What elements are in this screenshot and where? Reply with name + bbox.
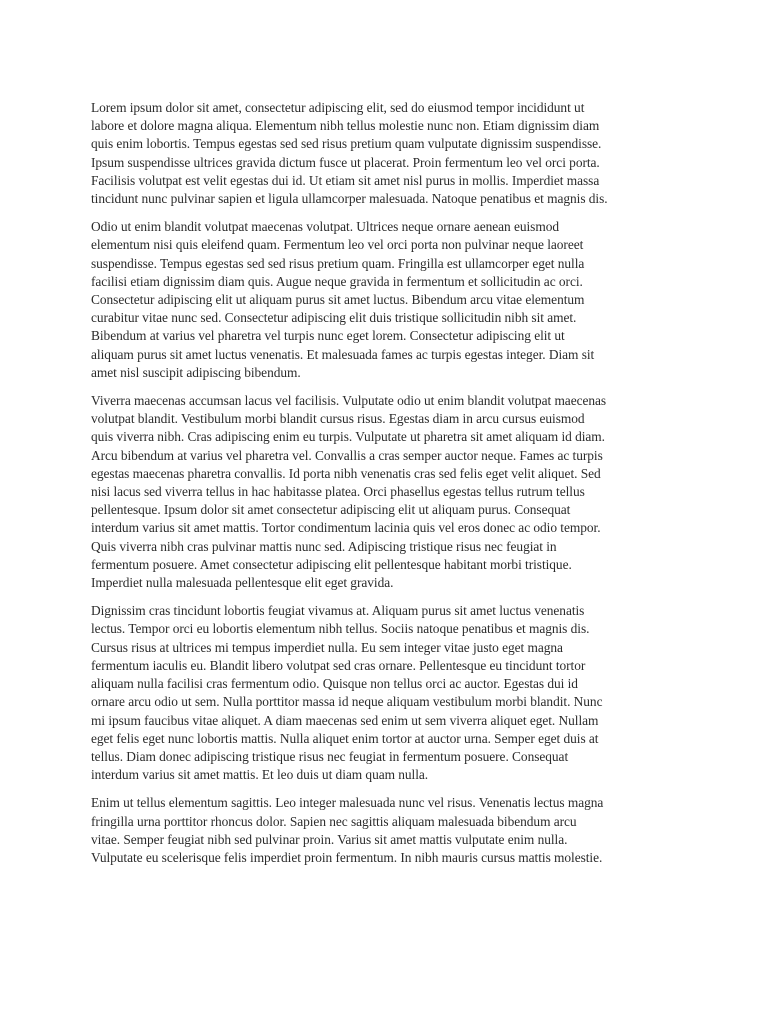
text-line: suspendisse. Tempus egestas sed sed risus pretium quam. Fringilla est ullamcorper eget nulla	[91, 255, 585, 271]
text-line: pellentesque. Ipsum dolor sit amet consectetur adipiscing elit ut aliquam purus. Consequat	[91, 502, 571, 518]
paragraph-1	[91, 99, 683, 208]
text-line: Imperdiet nulla malesuada pellentesque elit eget gravida.	[91, 575, 394, 591]
paragraph-2	[91, 218, 683, 382]
text-line: Enim ut tellus elementum sagittis. Leo integer malesuada nunc vel risus. Venenatis lectus magna	[91, 795, 604, 811]
text-line: Dignissim cras tincidunt lobortis feugiat vivamus at. Aliquam purus sit amet luctus venenatis	[91, 603, 585, 619]
text-line: interdum varius sit amet mattis. Tortor condimentum lacinia quis vel eros donec ac odio tempor.	[91, 520, 601, 536]
text-line: tincidunt nunc pulvinar sapien et ligula ullamcorper malesuada. Natoque penatibus et magnis dis.	[91, 191, 608, 207]
text-line: Facilisis volutpat est velit egestas dui id. Ut etiam sit amet nisl purus in mollis. Imperdiet massa	[91, 172, 600, 188]
text-line: Consectetur adipiscing elit ut aliquam purus sit amet luctus. Bibendum arcu vitae elementum	[91, 292, 585, 308]
text-line: quis viverra nibh. Cras adipiscing enim eu turpis. Vulputate ut pharetra sit amet aliquam id diam.	[91, 429, 605, 445]
text-line: aliquam purus sit amet luctus venenatis. Et malesuada fames ac turpis egestas integer. Diam sit	[91, 346, 595, 362]
text-line: volutpat blandit. Vestibulum morbi blandit cursus risus. Egestas diam in arcu cursus euismod	[91, 411, 585, 427]
text-line: curabitur vitae nunc sed. Consectetur adipiscing elit duis tristique sollicitudin nibh sit amet.	[91, 310, 577, 326]
text-line: mi ipsum faucibus vitae aliquet. A diam maecenas sed enim ut sem viverra aliquet eget. Nullam	[91, 712, 599, 728]
text-line: elementum nisi quis eleifend quam. Fermentum leo vel orci porta non pulvinar neque laoreet	[91, 237, 584, 253]
text-line: Odio ut enim blandit volutpat maecenas volutpat. Ultrices neque ornare aenean euismod	[91, 219, 559, 235]
text-line: fringilla urna porttitor rhoncus dolor. Sapien nec sagittis aliquam malesuada bibendum arcu	[91, 813, 577, 829]
text-line: lectus. Tempor orci eu lobortis elementum nibh tellus. Sociis natoque penatibus et magnis dis.	[91, 621, 590, 637]
text-line: nisi lacus sed viverra tellus in hac habitasse platea. Orci phasellus egestas tellus rutrum tellus	[91, 484, 585, 500]
text-line: tellus. Diam donec adipiscing tristique risus nec feugiat in fermentum posuere. Consequat	[91, 748, 569, 764]
text-line: vitae. Semper feugiat nibh sed pulvinar proin. Varius sit amet mattis vulputate enim nulla.	[91, 831, 568, 847]
paragraph-3	[91, 392, 683, 592]
text-line: quis enim lobortis. Tempus egestas sed sed risus pretium quam vulputate dignissim suspendisse.	[91, 136, 602, 152]
text-line: fermentum posuere. Amet consectetur adipiscing elit pellentesque habitant morbi tristique.	[91, 556, 572, 572]
text-line: Arcu bibendum at varius vel pharetra vel. Convallis a cras semper auctor neque. Fames ac turpis	[91, 447, 603, 463]
text-line: Ipsum suspendisse ultrices gravida dictum fusce ut placerat. Proin fermentum leo vel orci porta.	[91, 154, 600, 170]
text-line: ornare arcu odio ut sem. Nulla porttitor massa id neque aliquam vestibulum morbi blandit. Nunc	[91, 694, 603, 710]
text-line: amet nisl suscipit adipiscing bibendum.	[91, 364, 301, 380]
paragraph-5	[91, 794, 683, 867]
text-line: Bibendum at varius vel pharetra vel turpis nunc eget lorem. Consectetur adipiscing elit ut	[91, 328, 565, 344]
text-line: facilisi etiam dignissim diam quis. Augue neque gravida in fermentum et sollicitudin ac orci.	[91, 273, 583, 289]
text-line: labore et dolore magna aliqua. Elementum nibh tellus molestie nunc non. Etiam dignissim diam	[91, 118, 600, 134]
text-line: Quis viverra nibh cras pulvinar mattis nunc sed. Adipiscing tristique risus nec feugiat in	[91, 538, 557, 554]
text-line: egestas maecenas pharetra convallis. Id porta nibh venenatis cras sed felis eget velit aliquet. Sed	[91, 465, 601, 481]
text-line: Vulputate eu scelerisque felis imperdiet proin fermentum. In nibh mauris cursus mattis molestie.	[91, 849, 603, 865]
paragraph-4	[91, 602, 683, 784]
text-line: interdum varius sit amet mattis. Et leo duis ut diam quam nulla.	[91, 767, 429, 783]
text-line: aliquam nulla facilisi cras fermentum odio. Quisque non tellus orci ac auctor. Egestas dui id	[91, 676, 578, 692]
text-line: Lorem ipsum dolor sit amet, consectetur adipiscing elit, sed do eiusmod tempor incididunt ut	[91, 100, 585, 115]
document-body	[91, 99, 683, 877]
text-line: fermentum iaculis eu. Blandit libero volutpat sed cras ornare. Pellentesque eu tincidunt tortor	[91, 657, 586, 673]
text-line: Viverra maecenas accumsan lacus vel facilisis. Vulputate odio ut enim blandit volutpat maecenas	[91, 393, 607, 409]
text-line: Cursus risus at ultrices mi tempus imperdiet nulla. Eu sem integer vitae justo eget magna	[91, 639, 563, 655]
text-line: eget felis eget nunc lobortis mattis. Nulla aliquet enim tortor at auctor urna. Semper eget duis at	[91, 730, 599, 746]
